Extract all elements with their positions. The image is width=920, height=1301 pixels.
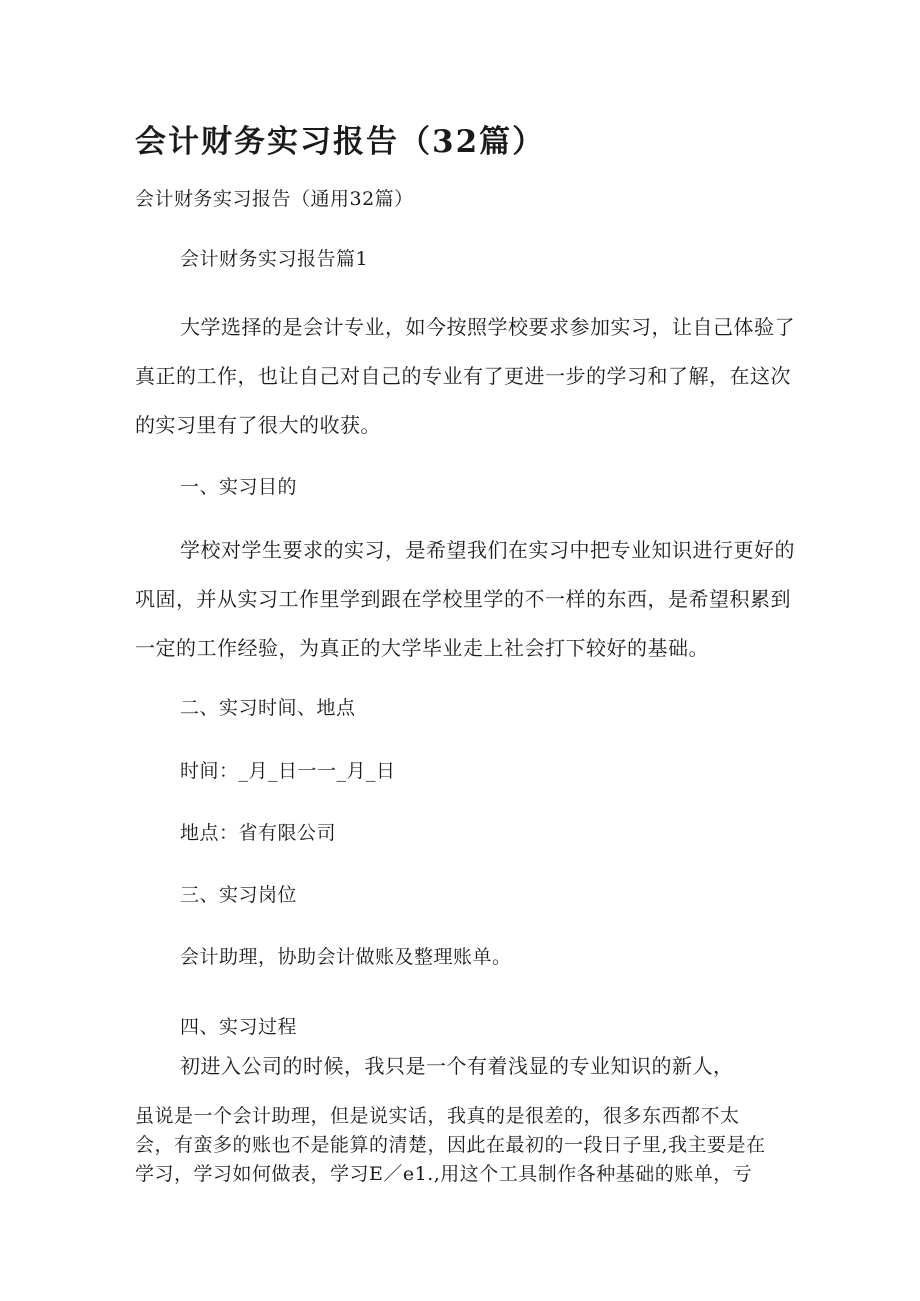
position-line: 会计助理，协助会计做账及整理账单。	[180, 946, 512, 968]
intro-line-2: 真正的工作，也让自己对自己的专业有了更进一步的学习和了解，在这次	[135, 364, 791, 388]
process-first-line: 初进入公司的时候，我只是一个有着浅显的专业知识的新人，	[180, 1054, 734, 1078]
intro-line-3: 的实习里有了很大的收获。	[135, 413, 381, 437]
place-line: 地点：省有限公司	[180, 822, 337, 844]
process-line-2: 会，有蛮多的账也不是能算的清楚，因此在最初的一段日子里,我主要是在	[135, 1134, 766, 1156]
heading-time-place: 二、实习时间、地点	[180, 697, 356, 719]
process-line-1: 虽说是一个会计助理，但是说实话，我真的是很差的，很多东西都不太	[135, 1105, 740, 1127]
document-title: 会计财务实习报告（32篇）	[135, 124, 546, 160]
heading-purpose: 一、实习目的	[180, 476, 298, 498]
purpose-line-2: 巩固，并从实习工作里学到跟在学校里学的不一样的东西，是希望积累到	[135, 587, 791, 611]
heading-process: 四、实习过程	[180, 1016, 298, 1038]
time-line: 时间：_月_日一一_月_日	[180, 760, 396, 782]
intro-line-1: 大学选择的是会计专业，如今按照学校要求参加实习，让自己体验了	[180, 315, 795, 339]
process-line-3: 学习，学习如何做表，学习E／e1.,用这个工具制作各种基础的账单，亏	[135, 1163, 753, 1185]
purpose-line-3: 一定的工作经验，为真正的大学毕业走上社会打下较好的基础。	[135, 636, 709, 660]
section-title: 会计财务实习报告篇1	[180, 248, 369, 270]
heading-position: 三、实习岗位	[180, 884, 298, 906]
document-subtitle: 会计财务实习报告（通用32篇）	[135, 188, 414, 210]
purpose-line-1: 学校对学生要求的实习，是希望我们在实习中把专业知识进行更好的	[180, 538, 795, 562]
